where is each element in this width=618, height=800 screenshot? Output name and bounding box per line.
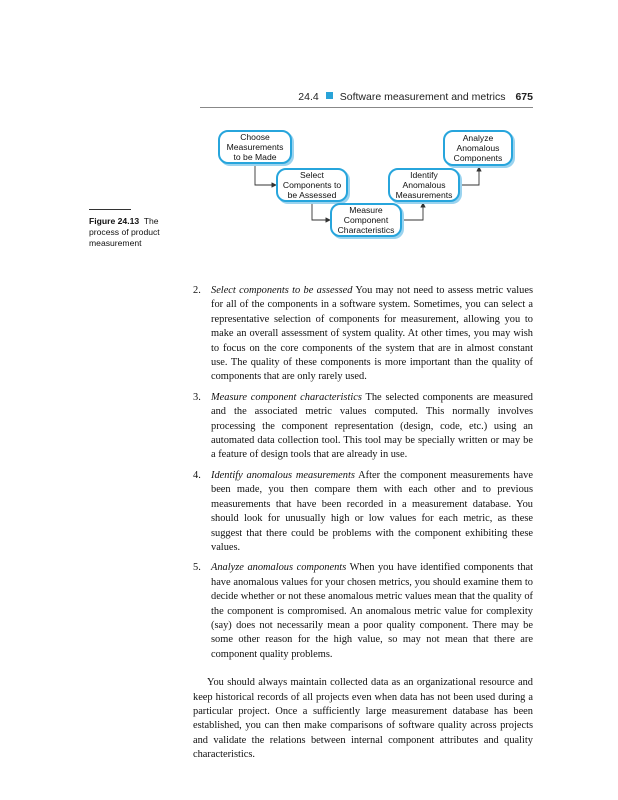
closing-paragraph: You should always maintain collected data as an organizational resource and keep historical records of all projects even when data has not been used during a particular project. Once a sufficiently large measurement database has been established, you can then make comparisons of software quality across projects and validate the relations between internal component attributes and quality characteristics. — [193, 677, 533, 761]
page-number: 675 — [515, 91, 533, 103]
list-item: 3. Measure component characteristics The selected components are measured and the associated metric values computed. This normally involves processing the component representation (design, code, etc.) using an automated data collection tool. This tool may be specially written or may be a feature of design tools that are already in use. — [193, 391, 533, 461]
connector-measure-identify — [402, 203, 423, 220]
item-title: Analyze anomalous components — [211, 562, 347, 574]
list-item: 5. Analyze anomalous components When you have identified components that have anomalous values for your chosen metrics, you should examine them to decide whether or not these anomalous metric values mean that the quality of the component is compromised. An anomalous metric value for complexity (say) does not necessarily mean a poor quality component. There may be some other reason for the high value, so may not mean that there are component quality problems. — [193, 562, 534, 660]
box-identify-anomalous: Identify Anomalous Measurements — [388, 168, 460, 202]
box-select-components: Select Components to be Assessed — [276, 168, 348, 202]
item-title: Identify anomalous measurements — [211, 469, 355, 481]
section-square-icon — [326, 92, 333, 99]
figure-label: Figure 24.13 — [89, 216, 140, 226]
figure-caption-text: The process of product measurement — [89, 216, 160, 248]
box-choose-measurements: Choose Measurements to be Made — [218, 130, 292, 164]
box-measure-characteristics: Measure Component Characteristics — [330, 203, 402, 237]
section-number: 24.4 — [298, 91, 319, 103]
figure-caption — [89, 216, 189, 249]
running-header — [200, 91, 533, 107]
list-item: 4. Identify anomalous measurements After the component measurements have been made, you then compare them with each other and to previous measurements that have been recorded in a measurement database. You should look for unusually high or low values for each metric, as these suggest that there could be problems with the component exhibiting these values. — [193, 469, 533, 553]
item-title: Measure component characteristics — [211, 391, 362, 403]
item-text: When you have identified components that have anomalous values for your chosen metrics, you should examine them to decide whether or not these anomalous metric values mean that the quality of the component is compromised. An anomalous metric value for complexity (say) does not necessarily mean a poor quality component. There may be some other reason for the high value, so may not mean that there are component quality problems. — [211, 562, 534, 660]
connector-select-measure — [312, 201, 330, 220]
connector-identify-analyze — [460, 167, 479, 185]
process-diagram — [200, 128, 540, 248]
section-title: Software measurement and metrics — [339, 91, 506, 103]
item-text: The selected components are measured and the associated metric values computed. This normally involves processing the component representation (design, code, etc.) using an automated data collection tool. This tool may be specially written or may be a feature of design tools that are already in use. — [211, 391, 533, 461]
item-text: You may not need to assess metric values for all of the components in a software system. Sometimes, you can select a representative selection of components for measurement, allowing you to make an overall assessment of system quality. At other times, you may wish to focus on the core components of the system that are in almost constant use. The quality of these components is more important than the quality of components that are only rarely used. — [211, 285, 533, 383]
box-analyze-anomalous: Analyze Anomalous Components — [443, 130, 513, 166]
header-rule — [200, 107, 533, 108]
header-text — [298, 91, 533, 103]
body-text — [193, 284, 533, 773]
item-title: Select components to be assessed — [211, 285, 353, 296]
item-text: After the component measurements have been made, you then compare them with each other and to previous measurements that have been recorded in a measurement database. You should look for unusually high or low values for each metric, as these suggest that there could be problems with the component exhibiting these values. — [211, 469, 533, 553]
caption-rule — [89, 209, 131, 210]
connector-choose-select — [255, 164, 276, 185]
list-item: 2. Select components to be assessed You may not need to assess metric values for all of the components in a software system. Sometimes, you can select a representative selection of components for measurement, allowing you to make an overall assessment of system quality. At other times, you may wish to focus on the core components of the system that are in almost constant use. The quality of these components is more important than the quality of components that are only rarely used. — [193, 285, 533, 383]
